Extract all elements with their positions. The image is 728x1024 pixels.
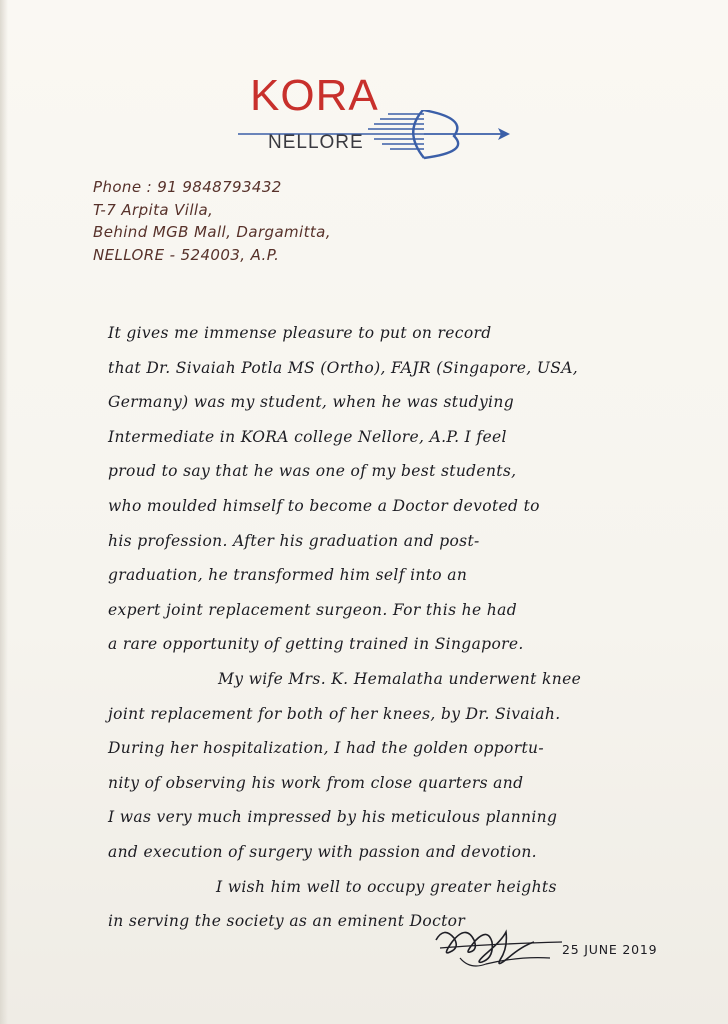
letter-line: During her hospitalization, I had the golden opportu- xyxy=(108,739,544,758)
letter-line: that Dr. Sivaiah Potla MS (Ortho), FAJR (Singapore, USA, xyxy=(108,358,579,377)
letter-line: and execution of surgery with passion and devotion. xyxy=(108,842,537,861)
phone-number: 91 9848793432 xyxy=(157,178,282,196)
letter-line: graduation, he transformed him self into an xyxy=(108,566,468,585)
handwritten-signature xyxy=(430,918,570,978)
letter-line: joint replacement for both of her knees, by Dr. Sivaiah. xyxy=(108,704,561,723)
address-line-1: T-7 Arpita Villa, xyxy=(93,200,214,219)
letter-line: It gives me immense pleasure to put on record xyxy=(108,324,492,342)
logo-location: NELLORE xyxy=(268,132,364,153)
letter-body xyxy=(108,316,698,939)
letter-line: who moulded himself to become a Doctor devoted to xyxy=(108,496,540,515)
letter-line: in serving the society as an eminent Doctor xyxy=(108,912,466,931)
letter-line: Germany) was my student, when he was studying xyxy=(108,393,514,412)
phone-label: Phone : xyxy=(93,178,153,196)
letter-line: Intermediate in KORA college Nellore, A.P. I feel xyxy=(108,427,507,446)
letter-line: a rare opportunity of getting trained in Singapore. xyxy=(108,635,524,654)
letter-line: proud to say that he was one of my best students, xyxy=(108,462,517,481)
sender-address xyxy=(93,176,331,266)
phone-line xyxy=(93,176,331,199)
address-line-2: Behind MGB Mall, Dargamitta, xyxy=(93,223,331,241)
letter-line: his profession. After his graduation and post- xyxy=(108,531,480,550)
letter-line: I was very much impressed by his meticulous planning xyxy=(108,808,558,827)
letter-line: I wish him well to occupy greater heights xyxy=(216,877,557,896)
letter-line: nity of observing his work from close quarters and xyxy=(108,773,524,792)
letter-line: My wife Mrs. K. Hemalatha underwent knee xyxy=(218,669,582,688)
logo-wordmark: KORA xyxy=(250,71,379,120)
kora-logo xyxy=(238,72,518,162)
address-line-3: NELLORE - 524003, A.P. xyxy=(93,245,280,264)
letter-line: expert joint replacement surgeon. For this he had xyxy=(108,600,517,619)
letter-date: 25 JUNE 2019 xyxy=(562,942,658,957)
